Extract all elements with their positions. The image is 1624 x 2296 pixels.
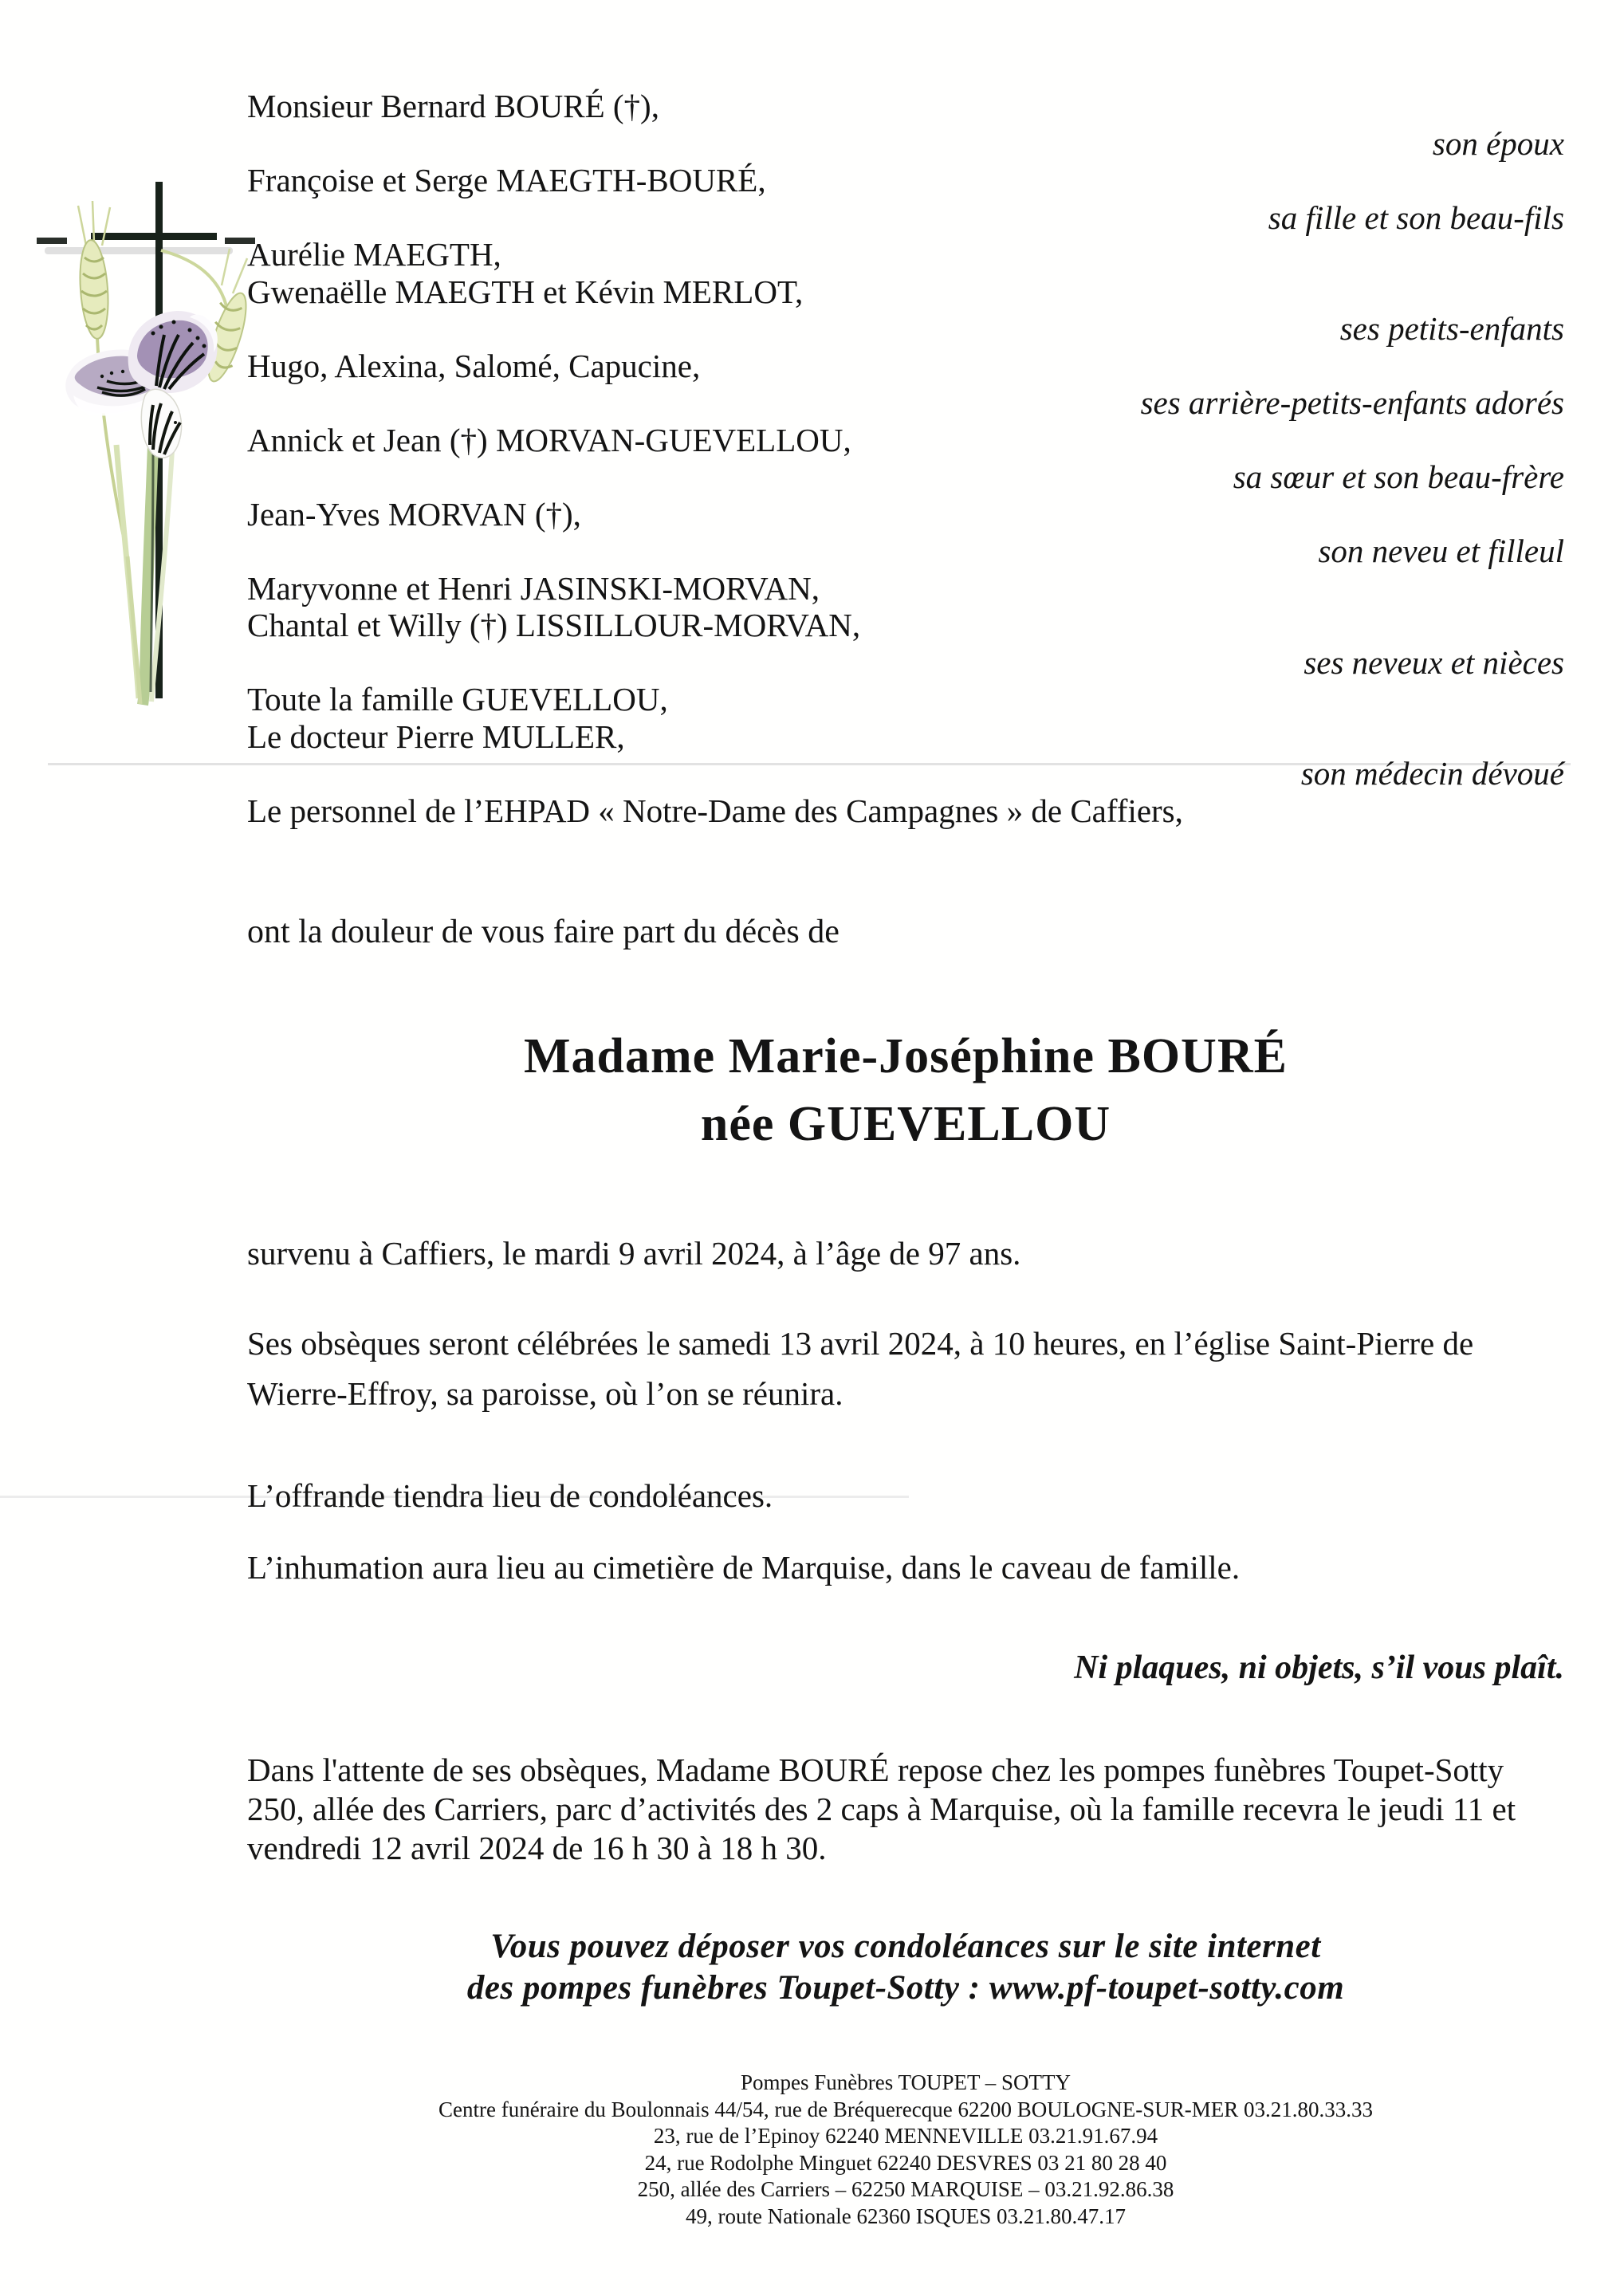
announcer-name: Annick et Jean (†) MORVAN-GUEVELLOU, (247, 421, 851, 458)
relationship-label: son médecin dévoué (1300, 755, 1564, 792)
deceased-name-title (247, 1023, 1564, 1158)
relationship-label: sa sœur et son beau-frère (1233, 458, 1564, 495)
ceremony-paragraph (247, 1319, 1473, 1419)
cross-bar-shadow (45, 247, 233, 254)
relationship-label: ses neveux et nièces (1304, 643, 1564, 681)
funeral-home-footer (247, 2070, 1564, 2230)
deceased-name-line2: née GUEVELLOU (700, 1097, 1111, 1151)
flower-stems (116, 421, 174, 705)
relationship-label: ses petits-enfants (1339, 310, 1564, 347)
burial-line: L’inhumation aura lieu au cimetière de Marquise, dans le caveau de famille. (247, 1549, 1241, 1586)
intro-line: ont la douleur de vous faire part du décès de (247, 914, 840, 950)
footer-locations (247, 2097, 1564, 2231)
ceremony-line2: Wierre-Effroy, sa paroisse, où l’on se réunira. (247, 1375, 843, 1412)
announcer-name: Jean-Yves MORVAN (†), (247, 495, 581, 533)
condolences-line2: des pompes funèbres Toupet-Sotty : www.pf-toupet-sotty.com (466, 1969, 1345, 2007)
announcer-name: Gwenaëlle MAEGTH et Kévin MERLOT, (247, 273, 804, 310)
repose-line3: vendredi 12 avril 2024 de 16 h 30 à 18 h 30. (247, 1830, 827, 1866)
announcer-name: Françoise et Serge MAEGTH-BOURÉ, (247, 162, 766, 199)
relationship-label: sa fille et son beau-fils (1268, 199, 1564, 236)
announcer-name: Toute la famille GUEVELLOU, (247, 681, 668, 718)
footer-location-line: 24, rue Rodolphe Minguet 62240 DESVRES 03 21 80 28 40 (644, 2150, 1167, 2175)
footer-location-line: 250, allée des Carriers – 62250 MARQUISE – 03.21.92.86.38 (637, 2177, 1174, 2201)
announcer-name: Monsieur Bernard BOURÉ (†), (247, 88, 659, 124)
relationship-label: son neveu et filleul (1318, 533, 1564, 569)
announcer-name: Le personnel de l’EHPAD « Notre-Dame des Campagnes » de Caffiers, (247, 792, 1183, 829)
deceased-name-line1: Madame Marie-Joséphine BOURÉ (524, 1029, 1288, 1083)
announcer-name: Maryvonne et Henri JASINSKI-MORVAN, (247, 569, 820, 607)
ceremony-line1: Ses obsèques seront célébrées le samedi 13 avril 2024, à 10 heures, en l’église Saint-Pierre de (247, 1325, 1474, 1362)
condolences-line1: Vous pouvez déposer vos condoléances sur le site internet (490, 1928, 1321, 1965)
repose-line2: 250, allée des Carriers, parc d’activités des 2 caps à Marquise, où la famille recevra le jeudi 11 et (247, 1791, 1516, 1827)
relationship-label: son époux (1432, 124, 1564, 162)
death-details-line: survenu à Caffiers, le mardi 9 avril 2024, à l’âge de 97 ans. (247, 1235, 1021, 1272)
online-condolences-note (247, 1926, 1564, 2009)
offering-line: L’offrande tiendra lieu de condoléances. (247, 1477, 773, 1514)
announcer-name: Aurélie MAEGTH, (247, 236, 501, 273)
calla-lily-flowers (65, 311, 218, 458)
announcer-name: Le docteur Pierre MULLER, (247, 718, 625, 755)
repose-line1: Dans l'attente de ses obsèques, Madame BOURÉ repose chez les pompes funèbres Toupet-Sotty (247, 1751, 1504, 1788)
footer-location-line: 23, rue de l’Epinoy 62240 MENNEVILLE 03.21.91.67.94 (653, 2124, 1158, 2148)
funeral-home-name: Pompes Funèbres TOUPET – SOTTY (740, 2070, 1072, 2094)
relationship-label: ses arrière-petits-enfants adorés (1140, 384, 1564, 421)
announcers-list (247, 88, 1564, 829)
no-plaques-request: Ni plaques, ni objets, s’il vous plaît. (1074, 1649, 1564, 1686)
announcer-name: Chantal et Willy (†) LISSILLOUR-MORVAN, (247, 607, 861, 643)
footer-location-line: 49, route Nationale 62360 ISQUES 03.21.80.47.17 (686, 2204, 1126, 2228)
repose-paragraph (247, 1751, 1516, 1868)
cross-lilies-decoration (33, 182, 257, 708)
footer-location-line: Centre funéraire du Boulonnais 44/54, rue de Bréquerecque 62200 BOULOGNE-SUR-MER 03.21.80.33.33 (438, 2097, 1374, 2121)
announcer-name: Hugo, Alexina, Salomé, Capucine, (247, 347, 701, 384)
